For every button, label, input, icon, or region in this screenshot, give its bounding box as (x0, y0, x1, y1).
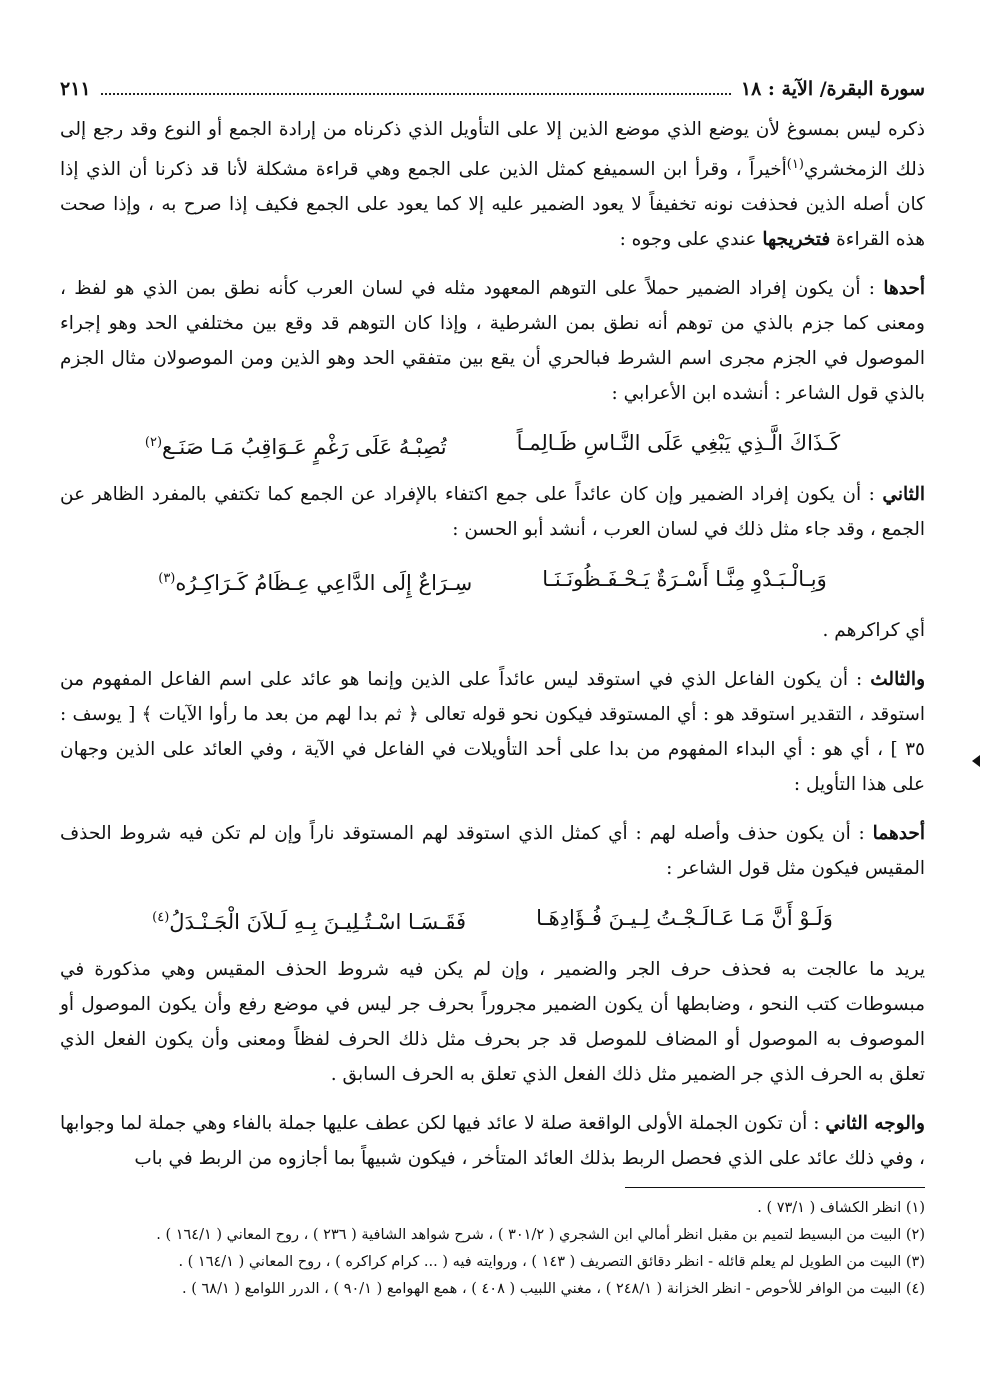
paragraph-text: : أن يكون إفراد الضمير وإن كان عائداً على جمع اكتفاء بالإفراد عن الجمع كما تكتفي بالمفرد الظاهر عن الجمع ، وقد جاء مثل ذلك في لسان العرب ، أنشد أبو الحسن : (60, 484, 925, 541)
paragraph-text: ذكره ليس بمسوغ لأن يوضع الذي موضع الذين إلا على التأويل الذي ذكرناه من إرادة الجمع أو النوع وقد رجع إلى ذلك الزمخشري (60, 119, 925, 181)
verse-line (60, 419, 925, 471)
paragraph-second-aspect (60, 1106, 925, 1176)
section-lead: أحدها (883, 278, 926, 300)
paragraph-intro (60, 112, 925, 257)
paragraph-first-reason (60, 271, 925, 411)
paragraph-text: : أن يكون الفاعل الذي في استوقد ليس عائداً على الذين وإنما هو عائد على اسم الفاعل المفهوم من استوقد ، التقدير استوقد هو : أي المستوقد فيكون نحو قوله تعالى ﴿ ثم بدا لهم من بعد ما رأوا الآيات ﴾ [ يوسف : ٣٥ ] ، أي هو : أي البداء المفهوم من بدا على أحد التأويلات في الفاعل في الآية ، وفي العائد على الذين وجهان على هذا التأويل : (60, 669, 925, 796)
footnotes (60, 1195, 925, 1303)
verse-hemistich-first: كَـذَاكَ الَّـذِي يَبْغِي عَلَى النَّـاسِ ظَـالِمـاً (516, 431, 841, 456)
paragraph-first-aspect (60, 816, 925, 886)
section-lead: والوجه الثاني (825, 1113, 925, 1135)
footnote-marker: (٤) (152, 910, 170, 926)
paragraph-explanation: يريد ما عالجت به فحذف حرف الجر والضمير ، وإن لم يكن فيه شروط الحذف المقيس وهي مذكورة في مبسوطات كتب النحو ، وضابطها أن يكون الضمير مجروراً بحرف جر ليس في موضع رفع وأن يكون الموصول أو الموصوف به الموصول أو المضاف للموصل قد جر بحرف مثل ذلك الحرف لفظاً ومعنى وأن يكون الفعل الذي تعلق به الحرف الذي جر الضمير مثل ذلك الفعل الذي تعلق به الحرف السابق . (60, 959, 925, 1086)
verse-hemistich-first: وَلَـوْ أَنَّ مَـا عَـالَـجْـتُ لِـيـنَ فُـؤَادِهَـا (536, 906, 833, 931)
verse-hemistich-second: سِـرَاعٌ إِلَى الدَّاعِي عِـظَامُ كَـرَاكِـرُه$^{(٣)}$ (158, 571, 473, 596)
footnote-item: (٢) البيت من البسيط لتميم بن مقبل انظر أمالي ابن الشجري ( ٣٠١/٢ ) ، شرح شواهد الشافية ( ٢٣٦ ) ، روح المعاني ( ١٦٤/١ ) . (156, 1227, 925, 1243)
paragraph-text: : أن يكون إفراد الضمير حملاً على التوهم المعهود مثله في لسان العرب كأنه نطق بمن الذي هو لفظ ، ومعنى كما جزم بالذي من توهم أنه نطق بمن الشرطية ، وإذا كان التوهم قد وقع بين مختلفي الحد وهو إجراء الموصول في الجزم مجرى اسم الشرط فبالحري أن يقع بين متفقي الحد وهو الذين ومن الموصولان مثال الجزم بالذي قول الشاعر : أنشده ابن الأعرابي : (60, 278, 925, 405)
verse-line (60, 894, 925, 946)
footnote-divider (625, 1187, 925, 1188)
section-lead: والثالث (870, 669, 925, 691)
paragraph-text: : أن تكون الجملة الأولى الواقعة صلة لا عائد فيها لكن عطف عليها جملة بالفاء وهي جملة لما وجوابها ، وفي ذلك عائد على الذي فحصل الربط بذلك العائد المتأخر ، فيكون شبيهاً بما أجازوه من الربط في باب (60, 1113, 925, 1170)
footnote-item: (١) انظر الكشاف ( ٧٣/١ ) . (757, 1200, 925, 1216)
verse-line (60, 555, 925, 607)
footnote-item: (٤) البيت من الوافر للأحوص - انظر الخزانة ( ٢٤٨/١ ) ، مغني اللبيب ( ٤٠٨ ) ، همع الهوامع ( ٩٠/١ ) ، الدرر اللوامع ( ٦٨/١ ) . (182, 1281, 925, 1297)
verse-hemistich-first: وَبِـالْـبَـدْوِ مِنَّـا أَسْـرَةٌ يَـحْـفَـظُونَـنَـا (542, 567, 827, 592)
verse-hemistich-second: فَقَـسَـا اسْـتُـلِيـنَ بِـهِ لَـلاَنَ الْجَـنْـدَلُ$^{(٤)}$ (152, 910, 467, 935)
header-dot-leader (101, 81, 731, 95)
section-lead: الثاني (882, 484, 925, 506)
paragraph-third-reason (60, 662, 925, 802)
page-body (60, 78, 925, 1184)
section-lead: أحدهما (872, 823, 925, 845)
header-title: سورة البقرة/ الآية : ١٨ (740, 78, 925, 100)
paragraph-short: أي كراكرهم . (822, 620, 925, 642)
footnote-marker: (٢) (144, 435, 163, 451)
footnote-item: (٣) البيت من الطويل لم يعلم قائله - انظر دقائق التصريف ( ١٤٣ ) ، وروايته فيه ( ... كرام كراكره ) ، روح المعاني ( ١٦٤/١ ) . (178, 1254, 925, 1270)
page-number: ٢١١ (60, 78, 91, 100)
footnote-marker: (١) (786, 157, 804, 172)
verse-hemistich-second: تُصِبْـهُ عَلَى رَغْمٍ عَـوَاقِبُ مَـا صَنَـع$^{(٢)}$ (144, 435, 447, 460)
margin-arrow-icon (972, 755, 980, 767)
paragraph-second-reason (60, 477, 925, 547)
paragraph-text: أخيراً ، وقرأ ابن السميفع كمثل الذين على الجمع وهي قراءة مشكلة لأنا قد ذكرنا أن الذي إذا كان أصله الذين فحذفت نونه تخفيفاً لا يعود الضمير عليه إلا كما يعود على الجمع فكيف إذا صرح به ، وإذا صحت هذه القراءة (60, 159, 925, 251)
footnote-marker: (٣) (158, 571, 176, 587)
paragraph-text: : أن يكون حذف وأصله لهم : أي كمثل الذي استوقد لهم المستوقد ناراً وإن لم تكن فيه شروط الحذف المقيس فيكون مثل قول الشاعر : (60, 823, 925, 880)
bold-term: فتخريجها (762, 229, 831, 251)
paragraph-text: عندي على وجوه : (619, 229, 757, 251)
running-header (60, 78, 925, 112)
